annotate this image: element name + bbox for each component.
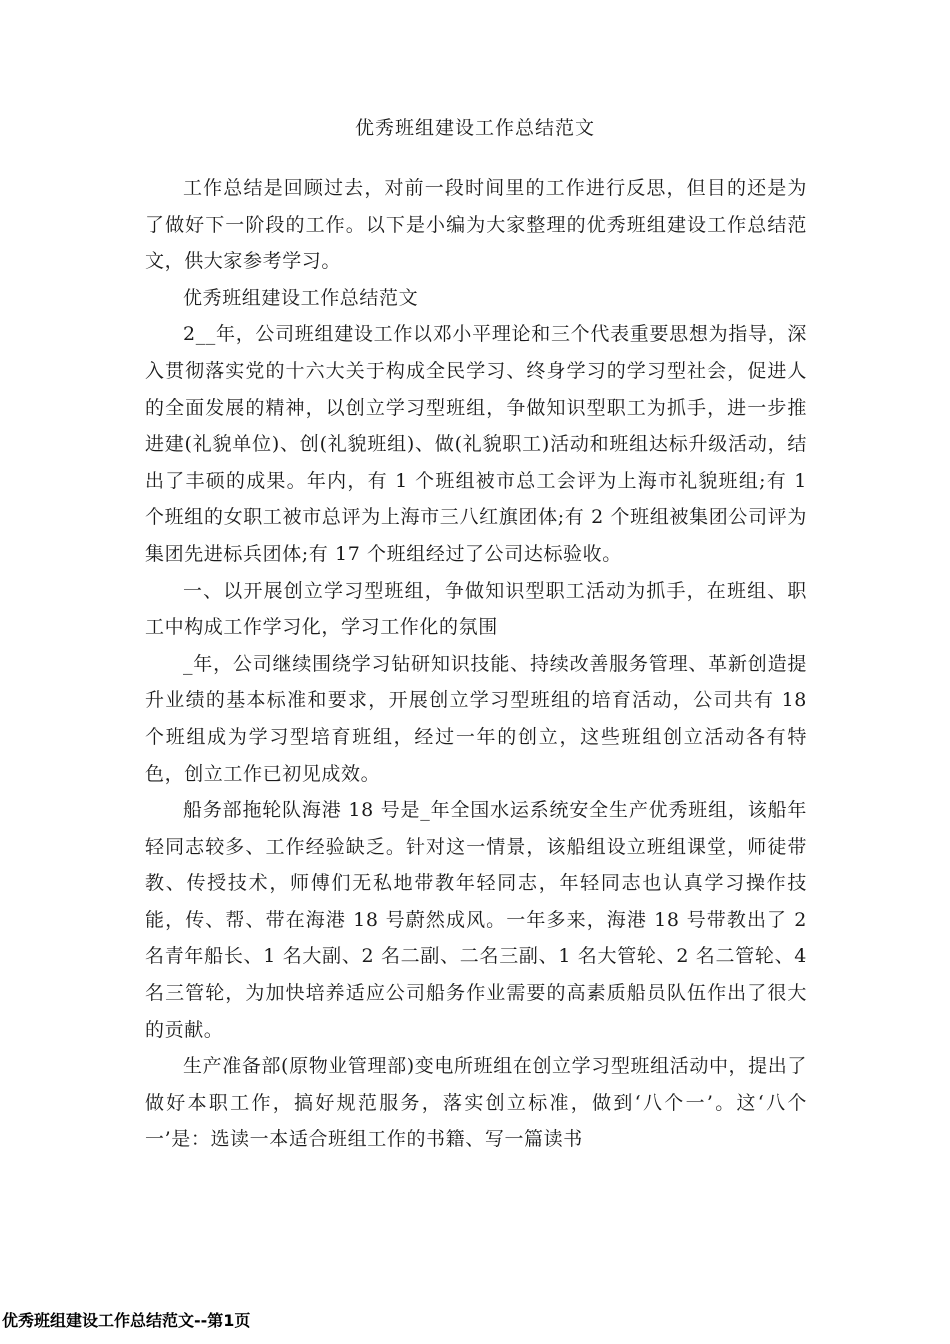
paragraph-harbor-18: 船务部拖轮队海港 18 号是_年全国水运系统安全生产优秀班组，该船年轻同志较多、工作经验缺乏。针对这一情景，该船组设立班组课堂，师徒带教、传授技术，师傅们无私地带教年轻同志，年轻同志也认真学习操作技能，传、帮、带在海港 18 号蔚然成风。一年多来，海港 18 号带教出了 2 名青年船长、1 名大副、2 名二副、二名三副、1 名大管轮、2 名二管轮、4 名三管轮，为加快培养适应公司船务作业需要的高素质船员队伍作出了很大的贡献。 [145, 799, 807, 1041]
paragraph-substation: 生产准备部(原物业管理部)变电所班组在创立学习型班组活动中，提出了做好本职工作，搞好规范服务，落实创立标准，做到‘八个一’。这‘八个一’是：选读一本适合班组工作的书籍、写一篇读书 [145, 1055, 807, 1151]
document-body [145, 170, 807, 1158]
page-footer: 优秀班组建设工作总结范文--第1页 [2, 1311, 251, 1330]
paragraph-learning-groups: _年，公司继续围绕学习钻研知识技能、持续改善服务管理、革新创造提升业绩的基本标准和要求，开展创立学习型班组的培育活动，公司共有 18 个班组成为学习型培育班组，经过一年的创立，这些班组创立活动各有特色，创立工作已初见成效。 [145, 652, 807, 785]
document-title: 优秀班组建设工作总结范文 [354, 117, 595, 139]
paragraph-section-heading: 一、以开展创立学习型班组，争做知识型职工活动为抓手，在班组、职工中构成工作学习化，学习工作化的氛围 [145, 579, 807, 639]
paragraph-subtitle: 优秀班组建设工作总结范文 [183, 286, 419, 309]
paragraph-overview: 2__年，公司班组建设工作以邓小平理论和三个代表重要思想为指导，深入贯彻落实党的十六大关于构成全民学习、终身学习的学习型社会，促进人的全面发展的精神，以创立学习型班组，争做知识型职工为抓手，进一步推进建(礼貌单位)、创(礼貌班组)、做(礼貌职工)活动和班组达标升级活动，结出了丰硕的成果。年内，有 1 个班组被市总工会评为上海市礼貌班组;有 1 个班组的女职工被市总评为上海市三八红旗团体;有 2 个班组被集团公司评为集团先进标兵团体;有 17 个班组经过了公司达标验收。 [145, 323, 807, 565]
paragraph-intro: 工作总结是回顾过去，对前一段时间里的工作进行反思，但目的还是为了做好下一阶段的工作。以下是小编为大家整理的优秀班组建设工作总结范文，供大家参考学习。 [145, 177, 807, 273]
